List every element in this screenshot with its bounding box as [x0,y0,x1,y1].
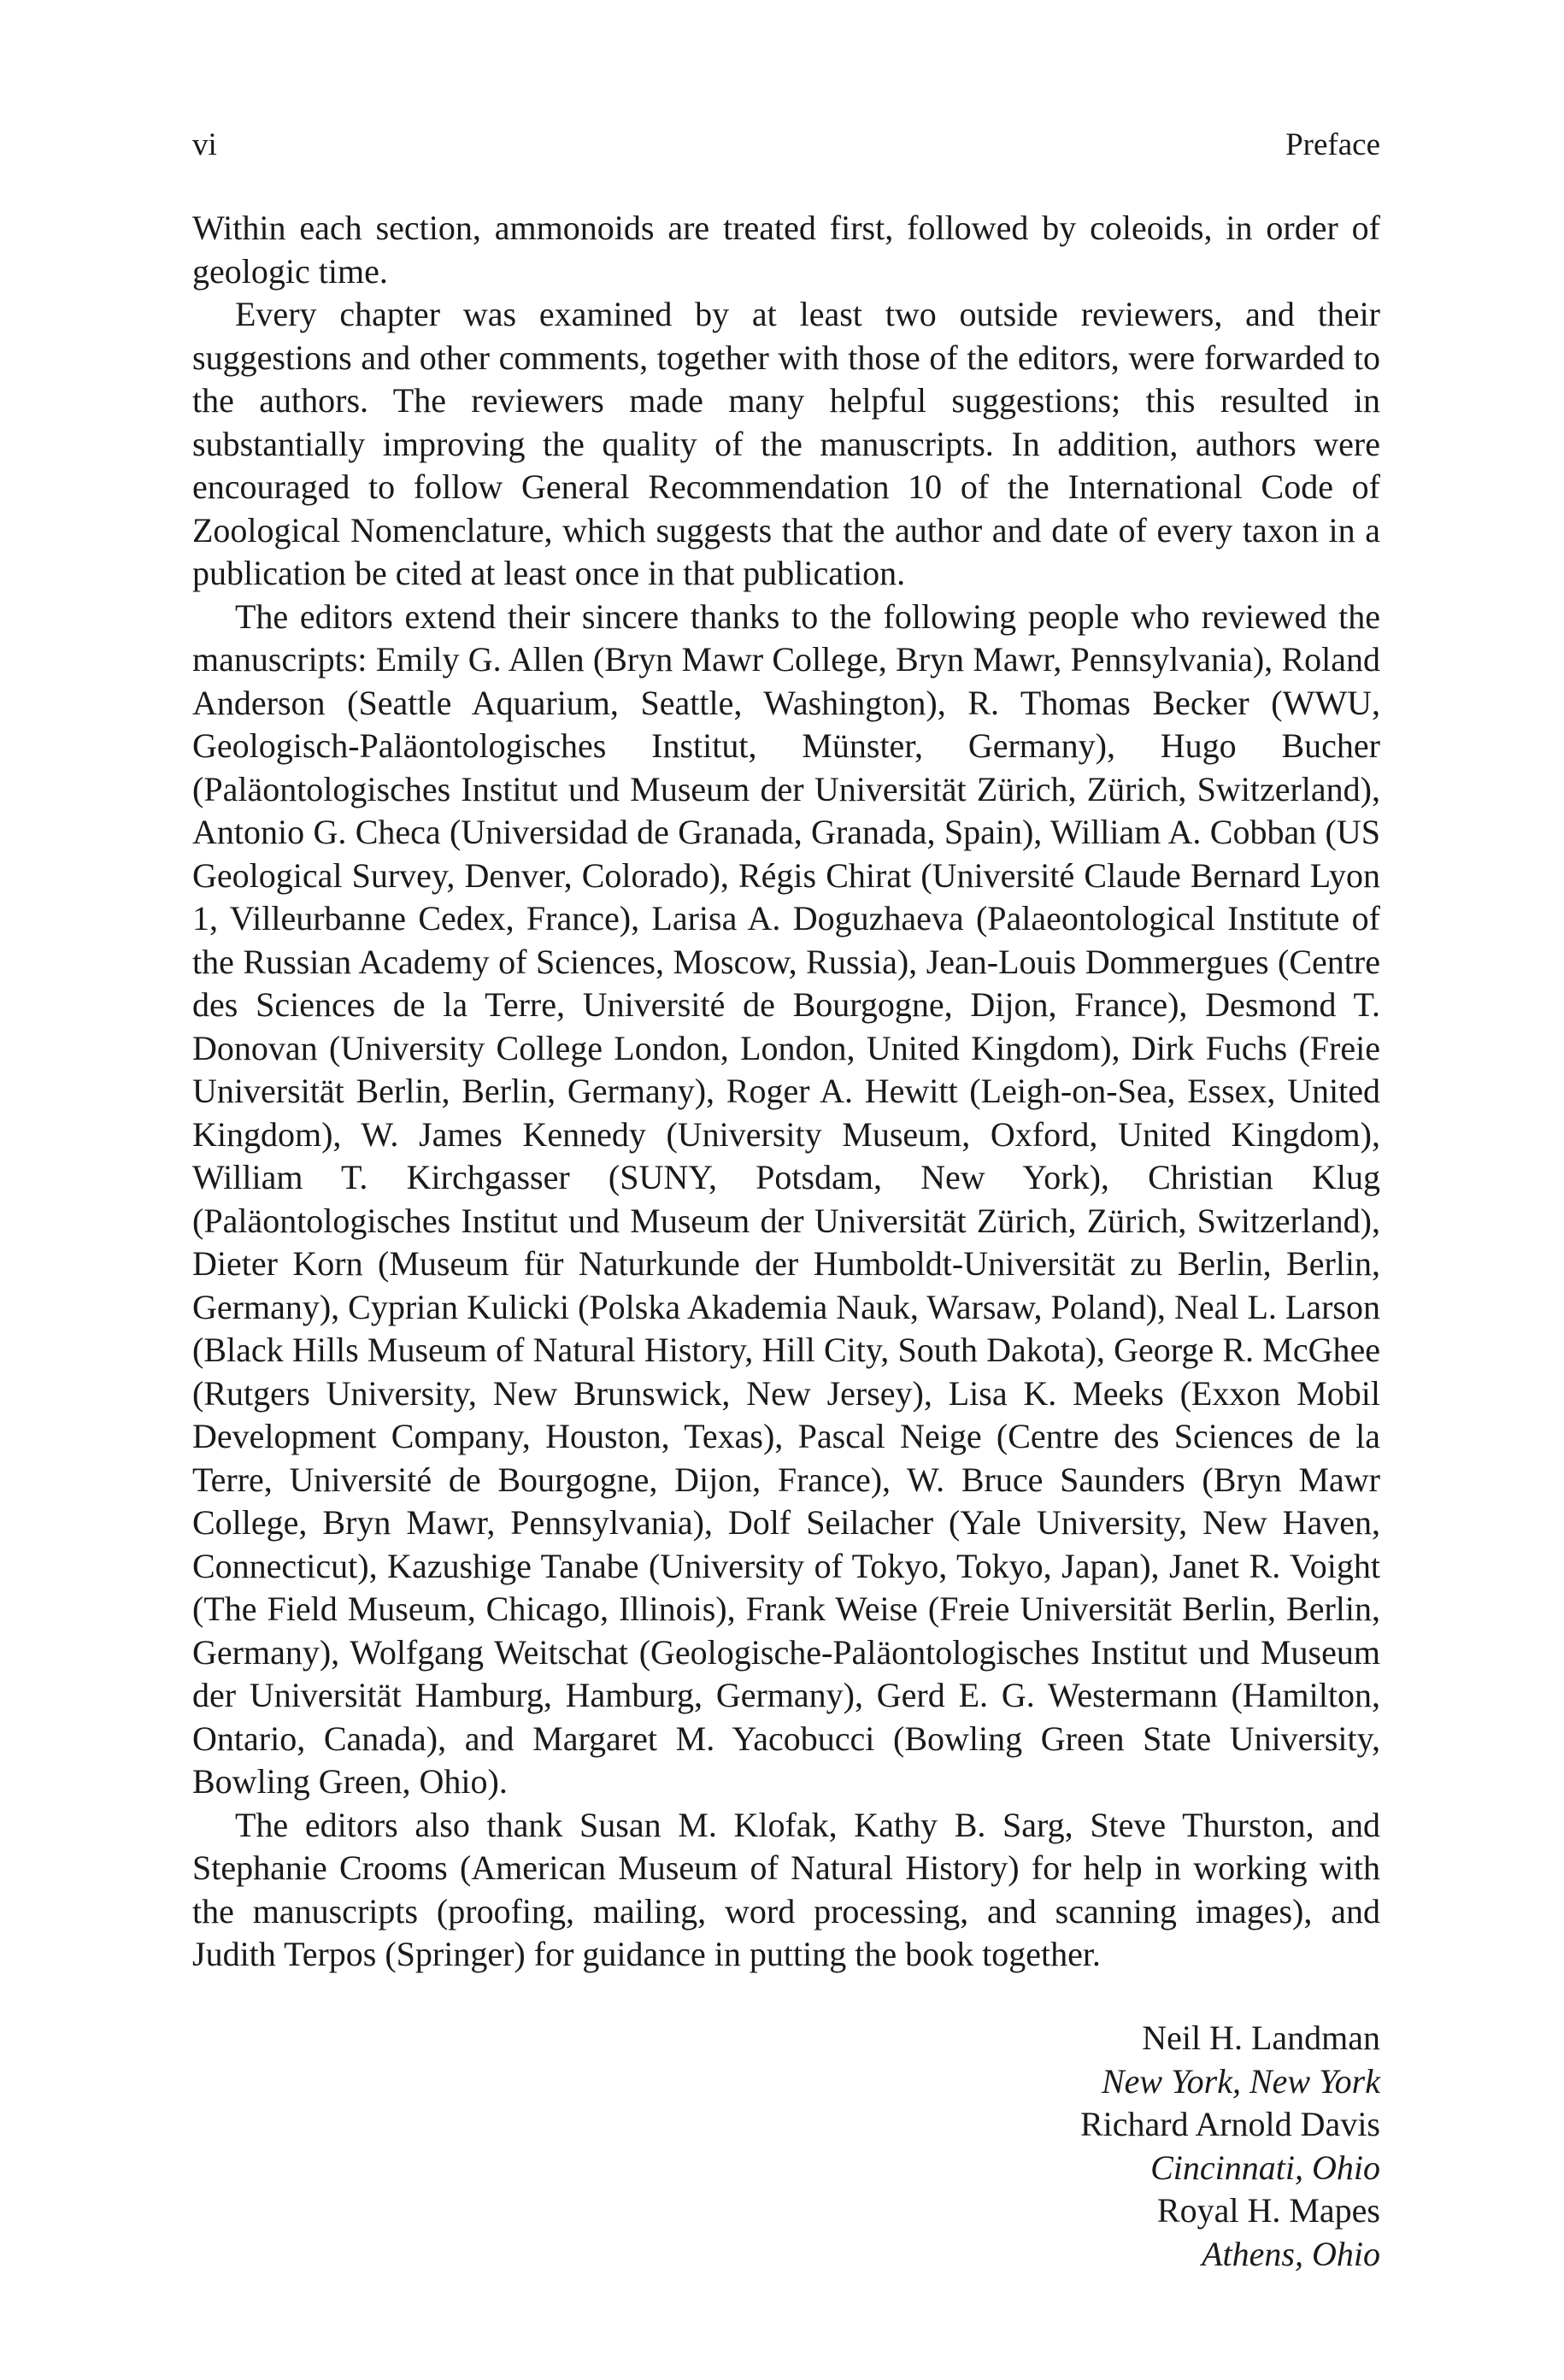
signature-name: Richard Arnold Davis [1079,2105,1380,2143]
paragraph-staff-thanks: The editors also thank Susan M. Klofak, Kathy B. Sarg, Steve Thurston, and Stephanie Crooms (American Museum of Natural History) for help in working with the manuscripts (proofing, mailing, word processing, and scanning images), and Judith Terpos (Springer) for guidance in putting the book together. [192,1805,1380,1973]
running-head [192,125,1380,166]
signature-name: Neil H. Landman [1142,2019,1380,2057]
section-title: Preface [1285,127,1380,162]
book-page [192,0,1380,2380]
signature-place: New York, New York [1101,2061,1380,2101]
paragraph-review-process: Every chapter was examined by at least two outside reviewers, and their suggestions and other comments, together with those of the editors, were forwarded to the authors. The reviewers made many helpful suggestions; this resulted in substantially improving the quality of the manuscripts. In addition, authors were encouraged to follow General Recommendation 10 of the International Code of Zoological Nomenclature, which suggests that the author and date of every taxon in a publication be cited at least once in that publication. [192,295,1380,592]
paragraph-reviewer-thanks: The editors extend their sincere thanks to the following people who reviewed the manuscripts: Emily G. Allen (Bryn Mawr College, Bryn Mawr, Pennsylvania), Roland Anderson (Seattle Aquarium, Seattle, Washington), R. Thomas Becker (WWU, Geologisch-Paläontologisches Institut, Münster, Germany), Hugo Bucher (Paläontologisches Institut und Museum der Universität Zürich, Zürich, Switzerland), Antonio G. Checa (Universidad de Granada, Granada, Spain), William A. Cobban (US Geological Survey, Denver, Colorado), Régis Chirat (Université Claude Bernard Lyon 1, Villeurbanne Cedex, France), Larisa A. Doguzhaeva (Palaeontological Institute of the Russian Academy of Sciences, Moscow, Russia), Jean-Louis Dommergues (Centre des Sciences de la Terre, Université de Bourgogne, Dijon, France), Desmond T. Donovan (University College London, London, United Kingdom), Dirk Fuchs (Freie Universität Berlin, Berlin, Germany), Roger A. Hewitt (Leigh-on-Sea, Essex, United Kingdom), W. James Kennedy (University Museum, Oxford, United Kingdom), William T. Kirchgasser (SUNY, Potsdam, New York), Christian Klug (Paläontologisches Institut und Museum der Universität Zürich, Zürich, Switzerland), Dieter Korn (Museum für Naturkunde der Humboldt-Universität zu Berlin, Berlin, Germany), Cyprian Kulicki (Polska Akademia Nauk, Warsaw, Poland), Neal L. Larson (Black Hills Museum of Natural History, Hill City, South Dakota), George R. McGhee (Rutgers University, New Brunswick, New Jersey), Lisa K. Meeks (Exxon Mobil Development Company, Houston, Texas), Pascal Neige (Centre des Sciences de la Terre, Université de Bourgogne, Dijon, France), W. Bruce Saunders (Bryn Mawr College, Bryn Mawr, Pennsylvania), Dolf Seilacher (Yale University, New Haven, Connecticut), Kazushige Tanabe (University of Tokyo, Tokyo, Japan), Janet R. Voight (The Field Museum, Chicago, Illinois), Frank Weise (Freie Universität Berlin, Berlin, Germany), Wolfgang Weitschat (Geologische-Paläontologisches Institut und Museum der Universität Hamburg, Hamburg, Germany), Gerd E. G. Westermann (Hamilton, Ontario, Canada), and Margaret M. Yacobucci (Bowling Green State University, Bowling Green, Ohio). [192,596,1380,1801]
paragraph-section-order: Within each section, ammonoids are treated first, followed by coleoids, in order of geologic time. [192,209,1380,291]
page-number: vi [192,127,217,162]
signature-name: Royal H. Mapes [1156,2191,1380,2230]
signature-place: Cincinnati, Ohio [1150,2148,1380,2187]
editor-signatures [611,2017,1380,2276]
body-text [192,207,1380,1977]
signature-place: Athens, Ohio [1202,2234,1380,2273]
